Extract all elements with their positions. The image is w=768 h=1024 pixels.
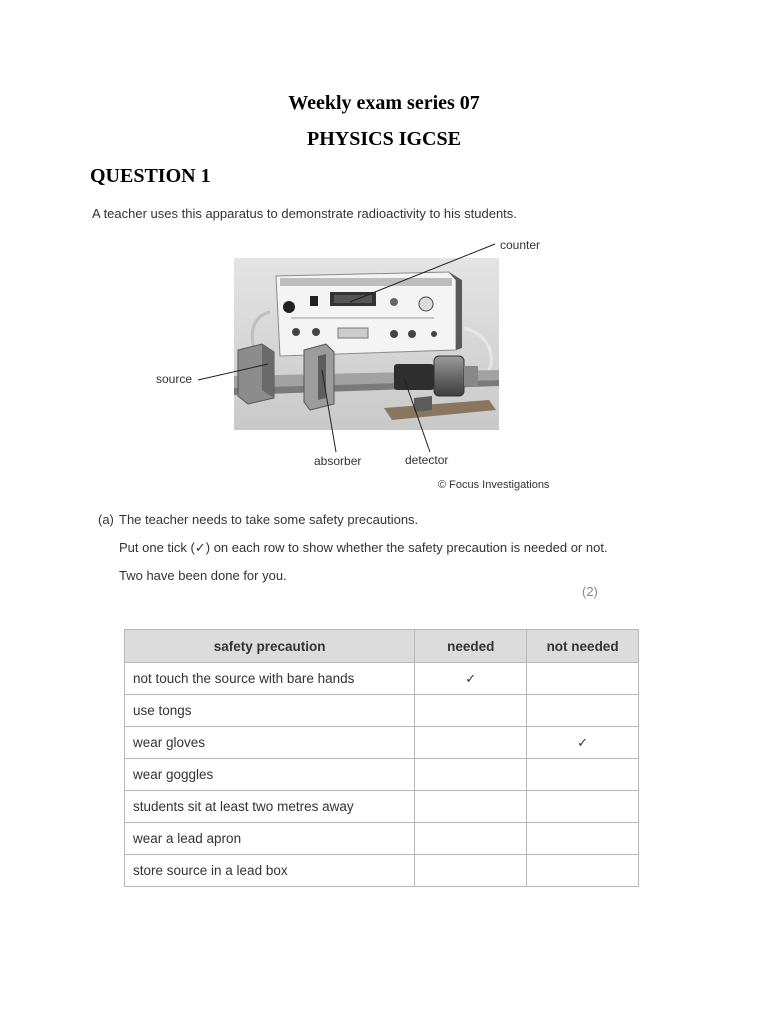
precaution-cell: store source in a lead box (125, 855, 415, 887)
part-a-line-1 (98, 512, 418, 527)
needed-cell[interactable]: ✓ (415, 663, 527, 695)
header-safety-precaution: safety precaution (125, 630, 415, 663)
not-needed-cell[interactable] (527, 663, 639, 695)
not-needed-cell[interactable]: ✓ (527, 727, 639, 759)
precaution-cell: wear goggles (125, 759, 415, 791)
precaution-cell: not touch the source with bare hands (125, 663, 415, 695)
table-row (125, 727, 639, 759)
label-source: source (156, 372, 193, 386)
part-a-tag: (a) (98, 512, 114, 527)
table-row (125, 663, 639, 695)
precaution-cell: students sit at least two metres away (125, 791, 415, 823)
table-row (125, 791, 639, 823)
needed-cell[interactable] (415, 695, 527, 727)
header-not-needed: not needed (527, 630, 639, 663)
not-needed-cell[interactable] (527, 695, 639, 727)
question-intro: A teacher uses this apparatus to demonstrate radioactivity to his students. (92, 206, 517, 221)
table-row (125, 855, 639, 887)
apparatus-figure (150, 230, 570, 500)
needed-cell[interactable] (415, 791, 527, 823)
precaution-cell: wear gloves (125, 727, 415, 759)
table-row (125, 823, 639, 855)
header-needed: needed (415, 630, 527, 663)
label-counter: counter (500, 238, 541, 252)
subject-title: PHYSICS IGCSE (307, 128, 461, 150)
table-row (125, 759, 639, 791)
needed-cell[interactable] (415, 759, 527, 791)
safety-precaution-table (124, 629, 639, 887)
not-needed-cell[interactable] (527, 759, 639, 791)
needed-cell[interactable] (415, 727, 527, 759)
label-absorber: absorber (314, 454, 362, 468)
table-row (125, 695, 639, 727)
needed-cell[interactable] (415, 855, 527, 887)
label-detector: detector (405, 453, 449, 467)
not-needed-cell[interactable] (527, 855, 639, 887)
table-header-row (125, 630, 639, 663)
not-needed-cell[interactable] (527, 791, 639, 823)
part-a-note: Two have been done for you. (119, 568, 287, 583)
needed-cell[interactable] (415, 823, 527, 855)
exam-series-title: Weekly exam series 07 (288, 92, 480, 114)
figure-credit: © Focus Investigations (438, 479, 550, 491)
part-a-instruction: Put one tick (✓) on each row to show whether the safety precaution is needed or not. (119, 540, 608, 555)
not-needed-cell[interactable] (527, 823, 639, 855)
question-heading: QUESTION 1 (90, 165, 211, 187)
precaution-cell: use tongs (125, 695, 415, 727)
part-a-text: The teacher needs to take some safety precautions. (119, 512, 419, 527)
precaution-cell: wear a lead apron (125, 823, 415, 855)
marks-allocation: (2) (582, 584, 598, 599)
